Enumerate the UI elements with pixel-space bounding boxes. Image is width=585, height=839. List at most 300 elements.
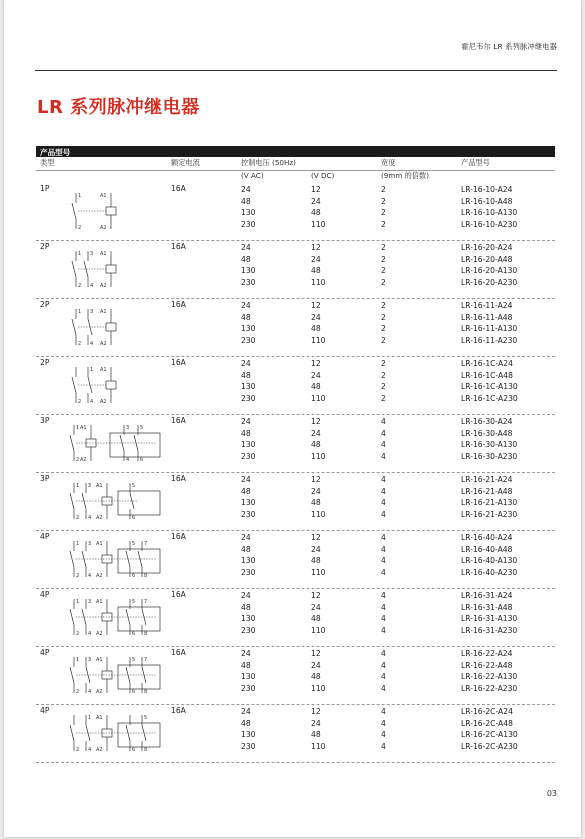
- width-value: 2: [381, 382, 386, 391]
- vdc-value: 24: [311, 544, 321, 554]
- page-title: LR 系列脉冲继电器: [37, 97, 200, 118]
- product-code: LR-16-11-A230: [461, 335, 518, 345]
- width-value: 2: [381, 243, 386, 252]
- product-code: LR-16-30-A24: [461, 417, 513, 426]
- vac-value: 48: [241, 718, 251, 728]
- svg-text:1: 1: [76, 599, 80, 605]
- product-code: LR-16-2C-A48: [461, 718, 513, 728]
- col-width-unit: (9mm 的倍数): [381, 171, 430, 180]
- vdc-value: 24: [311, 370, 321, 380]
- svg-text:3: 3: [88, 483, 92, 489]
- vac-value: 130: [241, 498, 256, 507]
- vdc-value: 24: [311, 196, 321, 206]
- vdc-value: 12: [311, 359, 321, 368]
- product-code: LR-16-20-A48: [461, 254, 513, 264]
- svg-text:2: 2: [78, 341, 82, 347]
- vac-value: 24: [241, 707, 251, 716]
- svg-text:6: 6: [132, 689, 136, 695]
- width-value: 4: [381, 649, 386, 658]
- svg-text:A1: A1: [100, 193, 107, 199]
- vdc-value: 48: [311, 208, 321, 217]
- vac-value: 48: [241, 370, 251, 380]
- width-value-column: [381, 300, 386, 346]
- width-value: 4: [381, 591, 386, 600]
- vdc-value: 12: [311, 475, 321, 484]
- vac-value: 48: [241, 486, 251, 496]
- product-code-column: [461, 184, 517, 230]
- svg-text:3: 3: [88, 657, 92, 663]
- vdc-value-column: [311, 300, 326, 346]
- svg-text:1: 1: [78, 309, 82, 315]
- vdc-value-column: [311, 648, 326, 694]
- svg-text:1: 1: [88, 715, 92, 721]
- svg-text:A2: A2: [100, 225, 107, 231]
- width-value-column: [381, 590, 386, 636]
- vac-value: 230: [241, 741, 256, 751]
- width-value: 4: [381, 741, 386, 751]
- pole-count: 4P: [40, 706, 50, 715]
- svg-text:2: 2: [76, 689, 80, 695]
- product-code-column: [461, 358, 518, 404]
- svg-text:4: 4: [90, 283, 94, 289]
- vdc-value: 24: [311, 718, 321, 728]
- vdc-value: 12: [311, 591, 321, 600]
- vdc-value: 48: [311, 498, 321, 507]
- product-code: LR-16-31-A130: [461, 614, 518, 623]
- wiring-diagram: [66, 653, 176, 697]
- vdc-value: 24: [311, 486, 321, 496]
- vdc-value: 48: [311, 556, 321, 565]
- product-code: LR-16-1C-A230: [461, 393, 518, 403]
- svg-text:2: 2: [76, 515, 80, 521]
- product-code: LR-16-21-A130: [461, 498, 518, 507]
- width-value: 4: [381, 718, 386, 728]
- svg-text:5: 5: [132, 599, 136, 605]
- wiring-diagram: [66, 305, 176, 349]
- product-code-column: [461, 648, 517, 694]
- svg-text:A1: A1: [96, 483, 103, 489]
- pole-count: 2P: [40, 358, 50, 367]
- width-value: 4: [381, 660, 386, 670]
- col-width: 宽度: [381, 158, 396, 167]
- product-group: [36, 357, 555, 415]
- svg-text:8: 8: [144, 631, 148, 637]
- wiring-diagram: [66, 421, 176, 465]
- col-type: 类型: [40, 158, 55, 167]
- product-code: LR-16-11-A48: [461, 312, 513, 322]
- vac-value-column: [241, 648, 256, 694]
- product-code-column: [461, 474, 517, 520]
- product-code: LR-16-30-A48: [461, 428, 513, 438]
- vdc-value: 110: [311, 451, 326, 461]
- vac-value: 230: [241, 451, 256, 461]
- pole-count: 4P: [40, 532, 50, 541]
- width-value: 4: [381, 730, 386, 739]
- svg-text:2: 2: [76, 573, 80, 579]
- vac-value: 48: [241, 660, 251, 670]
- width-value: 2: [381, 208, 386, 217]
- table-band: [36, 146, 555, 157]
- rated-current: 16A: [171, 416, 186, 425]
- svg-text:8: 8: [144, 747, 148, 753]
- width-value-column: [381, 706, 386, 752]
- product-group: [36, 299, 555, 357]
- pole-count: 2P: [40, 242, 50, 251]
- vdc-value: 48: [311, 672, 321, 681]
- vac-value-column: [241, 184, 256, 230]
- product-code: LR-16-20-A230: [461, 277, 518, 287]
- vdc-value: 12: [311, 417, 321, 426]
- width-value: 2: [381, 219, 386, 229]
- vac-value: 24: [241, 591, 251, 600]
- rated-current: 16A: [171, 474, 186, 483]
- product-group: [36, 647, 555, 705]
- vdc-value: 110: [311, 741, 326, 751]
- width-value: 2: [381, 335, 386, 345]
- svg-text:A2: A2: [100, 283, 107, 289]
- wiring-diagram: [66, 363, 176, 407]
- svg-text:2: 2: [78, 225, 82, 231]
- svg-text:A2: A2: [100, 341, 107, 347]
- col-vdc: (V DC): [311, 171, 335, 180]
- vac-value-column: [241, 474, 256, 520]
- catalog-page: [4, 0, 581, 837]
- svg-text:7: 7: [144, 541, 148, 547]
- width-value: 4: [381, 567, 386, 577]
- pole-count: 3P: [40, 416, 50, 425]
- svg-text:A1: A1: [96, 599, 103, 605]
- product-code-column: [461, 706, 518, 752]
- width-value-column: [381, 532, 386, 578]
- svg-text:7: 7: [144, 599, 148, 605]
- product-code: LR-16-40-A24: [461, 533, 513, 542]
- product-code: LR-16-30-A130: [461, 440, 518, 449]
- vac-value: 230: [241, 509, 256, 519]
- product-group: [36, 183, 555, 241]
- vdc-value: 48: [311, 614, 321, 623]
- vdc-value: 24: [311, 660, 321, 670]
- width-value: 2: [381, 196, 386, 206]
- vac-value: 130: [241, 324, 256, 333]
- width-value: 4: [381, 428, 386, 438]
- product-code: LR-16-1C-A130: [461, 382, 518, 391]
- product-group: [36, 531, 555, 589]
- svg-text:6: 6: [132, 515, 136, 521]
- svg-text:3: 3: [90, 309, 94, 315]
- vdc-value: 12: [311, 185, 321, 194]
- product-code: LR-16-2C-A130: [461, 730, 518, 739]
- vac-value-column: [241, 532, 256, 578]
- width-value: 4: [381, 498, 386, 507]
- svg-text:1: 1: [76, 541, 80, 547]
- header-divider: [35, 70, 557, 71]
- width-value-column: [381, 358, 386, 404]
- vac-value: 48: [241, 312, 251, 322]
- vac-value: 24: [241, 243, 251, 252]
- pole-count: 4P: [40, 648, 50, 657]
- table-header: [36, 157, 555, 171]
- width-value: 4: [381, 509, 386, 519]
- svg-text:1: 1: [78, 251, 82, 257]
- vac-value: 130: [241, 440, 256, 449]
- vac-value: 130: [241, 672, 256, 681]
- vac-value: 24: [241, 417, 251, 426]
- svg-text:A1: A1: [96, 541, 103, 547]
- width-value: 4: [381, 486, 386, 496]
- svg-text:1: 1: [78, 193, 82, 199]
- width-value-column: [381, 474, 386, 520]
- vac-value: 24: [241, 301, 251, 310]
- wiring-diagram: [66, 189, 176, 233]
- vac-value: 130: [241, 556, 256, 565]
- header-title: 霍尼韦尔 LR 系列脉冲继电器: [461, 42, 557, 51]
- product-code: LR-16-20-A130: [461, 266, 518, 275]
- product-code: LR-16-21-A230: [461, 509, 518, 519]
- width-value: 2: [381, 393, 386, 403]
- vac-value: 48: [241, 544, 251, 554]
- pole-count: 4P: [40, 590, 50, 599]
- svg-text:A2: A2: [96, 689, 103, 695]
- vdc-value: 110: [311, 277, 326, 287]
- width-value: 4: [381, 475, 386, 484]
- row-divider: [36, 762, 555, 763]
- svg-text:A1: A1: [96, 715, 103, 721]
- rated-current: 16A: [171, 358, 186, 367]
- svg-text:A2: A2: [100, 399, 107, 405]
- product-code: LR-16-2C-A24: [461, 707, 513, 716]
- svg-text:4: 4: [90, 341, 94, 347]
- vdc-value: 110: [311, 683, 326, 693]
- svg-text:1: 1: [76, 657, 80, 663]
- vdc-value: 24: [311, 602, 321, 612]
- width-value-column: [381, 184, 386, 230]
- product-code: LR-16-22-A48: [461, 660, 513, 670]
- vdc-value-column: [311, 706, 326, 752]
- svg-text:A2: A2: [96, 573, 103, 579]
- product-group: [36, 241, 555, 299]
- vdc-value: 48: [311, 266, 321, 275]
- vac-value: 230: [241, 567, 256, 577]
- vdc-value-column: [311, 358, 326, 404]
- vdc-value-column: [311, 474, 326, 520]
- product-code: LR-16-31-A48: [461, 602, 513, 612]
- product-code: LR-16-31-A230: [461, 625, 518, 635]
- product-code: LR-16-22-A130: [461, 672, 518, 681]
- product-group: [36, 415, 555, 473]
- svg-text:3: 3: [88, 541, 92, 547]
- vdc-value: 24: [311, 254, 321, 264]
- product-group: [36, 705, 555, 763]
- vdc-value: 24: [311, 428, 321, 438]
- wiring-diagram: [66, 479, 176, 523]
- vac-value: 24: [241, 359, 251, 368]
- vdc-value-column: [311, 242, 326, 288]
- width-value: 2: [381, 254, 386, 264]
- pole-count: 2P: [40, 300, 50, 309]
- product-code: LR-16-10-A24: [461, 185, 513, 194]
- width-value: 2: [381, 370, 386, 380]
- vdc-value: 48: [311, 382, 321, 391]
- product-code: LR-16-21-A24: [461, 475, 513, 484]
- width-value: 4: [381, 625, 386, 635]
- width-value: 2: [381, 185, 386, 194]
- rated-current: 16A: [171, 648, 186, 657]
- col-vac: (V AC): [241, 171, 264, 180]
- vac-value: 130: [241, 382, 256, 391]
- rated-current: 16A: [171, 242, 186, 251]
- product-code: LR-16-10-A130: [461, 208, 518, 217]
- svg-text:2: 2: [78, 399, 82, 405]
- svg-text:5: 5: [132, 541, 136, 547]
- width-value: 2: [381, 312, 386, 322]
- vdc-value-column: [311, 184, 326, 230]
- width-value: 4: [381, 544, 386, 554]
- product-code-column: [461, 300, 517, 346]
- svg-text:6: 6: [132, 573, 136, 579]
- svg-text:4: 4: [90, 399, 94, 405]
- svg-text:6: 6: [132, 747, 136, 753]
- vac-value: 24: [241, 533, 251, 542]
- svg-text:3: 3: [88, 599, 92, 605]
- svg-text:5: 5: [132, 657, 136, 663]
- width-value: 4: [381, 533, 386, 542]
- vac-value: 230: [241, 393, 256, 403]
- vac-value-column: [241, 242, 256, 288]
- product-code: LR-16-2C-A230: [461, 741, 518, 751]
- vdc-value: 12: [311, 301, 321, 310]
- product-code: LR-16-40-A230: [461, 567, 518, 577]
- product-code: LR-16-1C-A24: [461, 359, 513, 368]
- rated-current: 16A: [171, 184, 186, 193]
- vac-value: 24: [241, 475, 251, 484]
- vdc-value: 48: [311, 730, 321, 739]
- wiring-diagram: [66, 247, 176, 291]
- product-code: LR-16-10-A230: [461, 219, 518, 229]
- width-value: 2: [381, 359, 386, 368]
- vac-value: 230: [241, 683, 256, 693]
- vac-value: 130: [241, 208, 256, 217]
- rated-current: 16A: [171, 706, 186, 715]
- col-control-voltage: 控制电压 (50Hz): [241, 158, 296, 167]
- vac-value: 130: [241, 614, 256, 623]
- svg-text:A1: A1: [100, 251, 107, 257]
- vdc-value-column: [311, 416, 326, 462]
- vac-value: 48: [241, 254, 251, 264]
- width-value-column: [381, 242, 386, 288]
- width-value: 2: [381, 266, 386, 275]
- width-value: 4: [381, 451, 386, 461]
- svg-text:4: 4: [88, 631, 92, 637]
- wiring-diagram: [66, 537, 176, 581]
- product-code: LR-16-31-A24: [461, 591, 513, 600]
- vac-value: 48: [241, 196, 251, 206]
- product-group: [36, 473, 555, 531]
- width-value-column: [381, 648, 386, 694]
- svg-text:1: 1: [76, 425, 80, 431]
- product-code: LR-16-40-A48: [461, 544, 513, 554]
- wiring-diagram: [66, 595, 176, 639]
- vac-value-column: [241, 300, 256, 346]
- width-value: 4: [381, 683, 386, 693]
- width-value: 2: [381, 301, 386, 310]
- vdc-value: 110: [311, 509, 326, 519]
- svg-text:A2: A2: [80, 457, 87, 463]
- rated-current: 16A: [171, 590, 186, 599]
- svg-text:4: 4: [88, 689, 92, 695]
- width-value: 4: [381, 417, 386, 426]
- product-code: LR-16-11-A24: [461, 301, 513, 310]
- product-code-column: [461, 242, 517, 288]
- svg-text:2: 2: [78, 283, 82, 289]
- page-number: 03: [546, 789, 557, 798]
- svg-text:A1: A1: [80, 425, 87, 431]
- width-value: 4: [381, 672, 386, 681]
- width-value: 4: [381, 707, 386, 716]
- product-code-column: [461, 416, 517, 462]
- vdc-value: 24: [311, 312, 321, 322]
- svg-text:2: 2: [76, 457, 80, 463]
- svg-text:3: 3: [126, 425, 130, 431]
- svg-text:5: 5: [132, 483, 136, 489]
- svg-text:2: 2: [76, 631, 80, 637]
- vdc-value: 12: [311, 649, 321, 658]
- svg-text:6: 6: [132, 631, 136, 637]
- vdc-value: 110: [311, 393, 326, 403]
- product-code: LR-16-40-A130: [461, 556, 518, 565]
- product-code: LR-16-10-A48: [461, 196, 513, 206]
- vac-value: 130: [241, 730, 256, 739]
- width-value: 4: [381, 556, 386, 565]
- vac-value-column: [241, 706, 256, 752]
- svg-text:A1: A1: [96, 657, 103, 663]
- vdc-value: 110: [311, 335, 326, 345]
- svg-text:7: 7: [144, 657, 148, 663]
- rated-current: 16A: [171, 300, 186, 309]
- svg-text:6: 6: [140, 457, 144, 463]
- svg-text:1: 1: [76, 483, 80, 489]
- vac-value-column: [241, 416, 256, 462]
- product-code: LR-16-22-A230: [461, 683, 518, 693]
- vdc-value: 12: [311, 707, 321, 716]
- svg-text:5: 5: [140, 425, 144, 431]
- vac-value: 230: [241, 335, 256, 345]
- vac-value-column: [241, 358, 256, 404]
- width-value: 2: [381, 277, 386, 287]
- rated-current: 16A: [171, 532, 186, 541]
- product-code: LR-16-11-A130: [461, 324, 518, 333]
- svg-text:A1: A1: [100, 367, 107, 373]
- product-code: LR-16-22-A24: [461, 649, 513, 658]
- svg-text:A2: A2: [96, 515, 103, 521]
- vdc-value: 48: [311, 324, 321, 333]
- band-label: 产品型号: [40, 148, 71, 157]
- vdc-value: 110: [311, 219, 326, 229]
- pole-count: 1P: [40, 184, 50, 193]
- width-value: 4: [381, 602, 386, 612]
- table-subheader: [36, 171, 555, 182]
- svg-text:4: 4: [88, 747, 92, 753]
- product-code-column: [461, 532, 517, 578]
- vdc-value: 110: [311, 567, 326, 577]
- svg-text:2: 2: [76, 747, 80, 753]
- pole-count: 3P: [40, 474, 50, 483]
- vac-value: 24: [241, 185, 251, 194]
- vdc-value: 110: [311, 625, 326, 635]
- vdc-value: 48: [311, 440, 321, 449]
- width-value: 2: [381, 324, 386, 333]
- col-code: 产品型号: [461, 158, 490, 167]
- vdc-value-column: [311, 532, 326, 578]
